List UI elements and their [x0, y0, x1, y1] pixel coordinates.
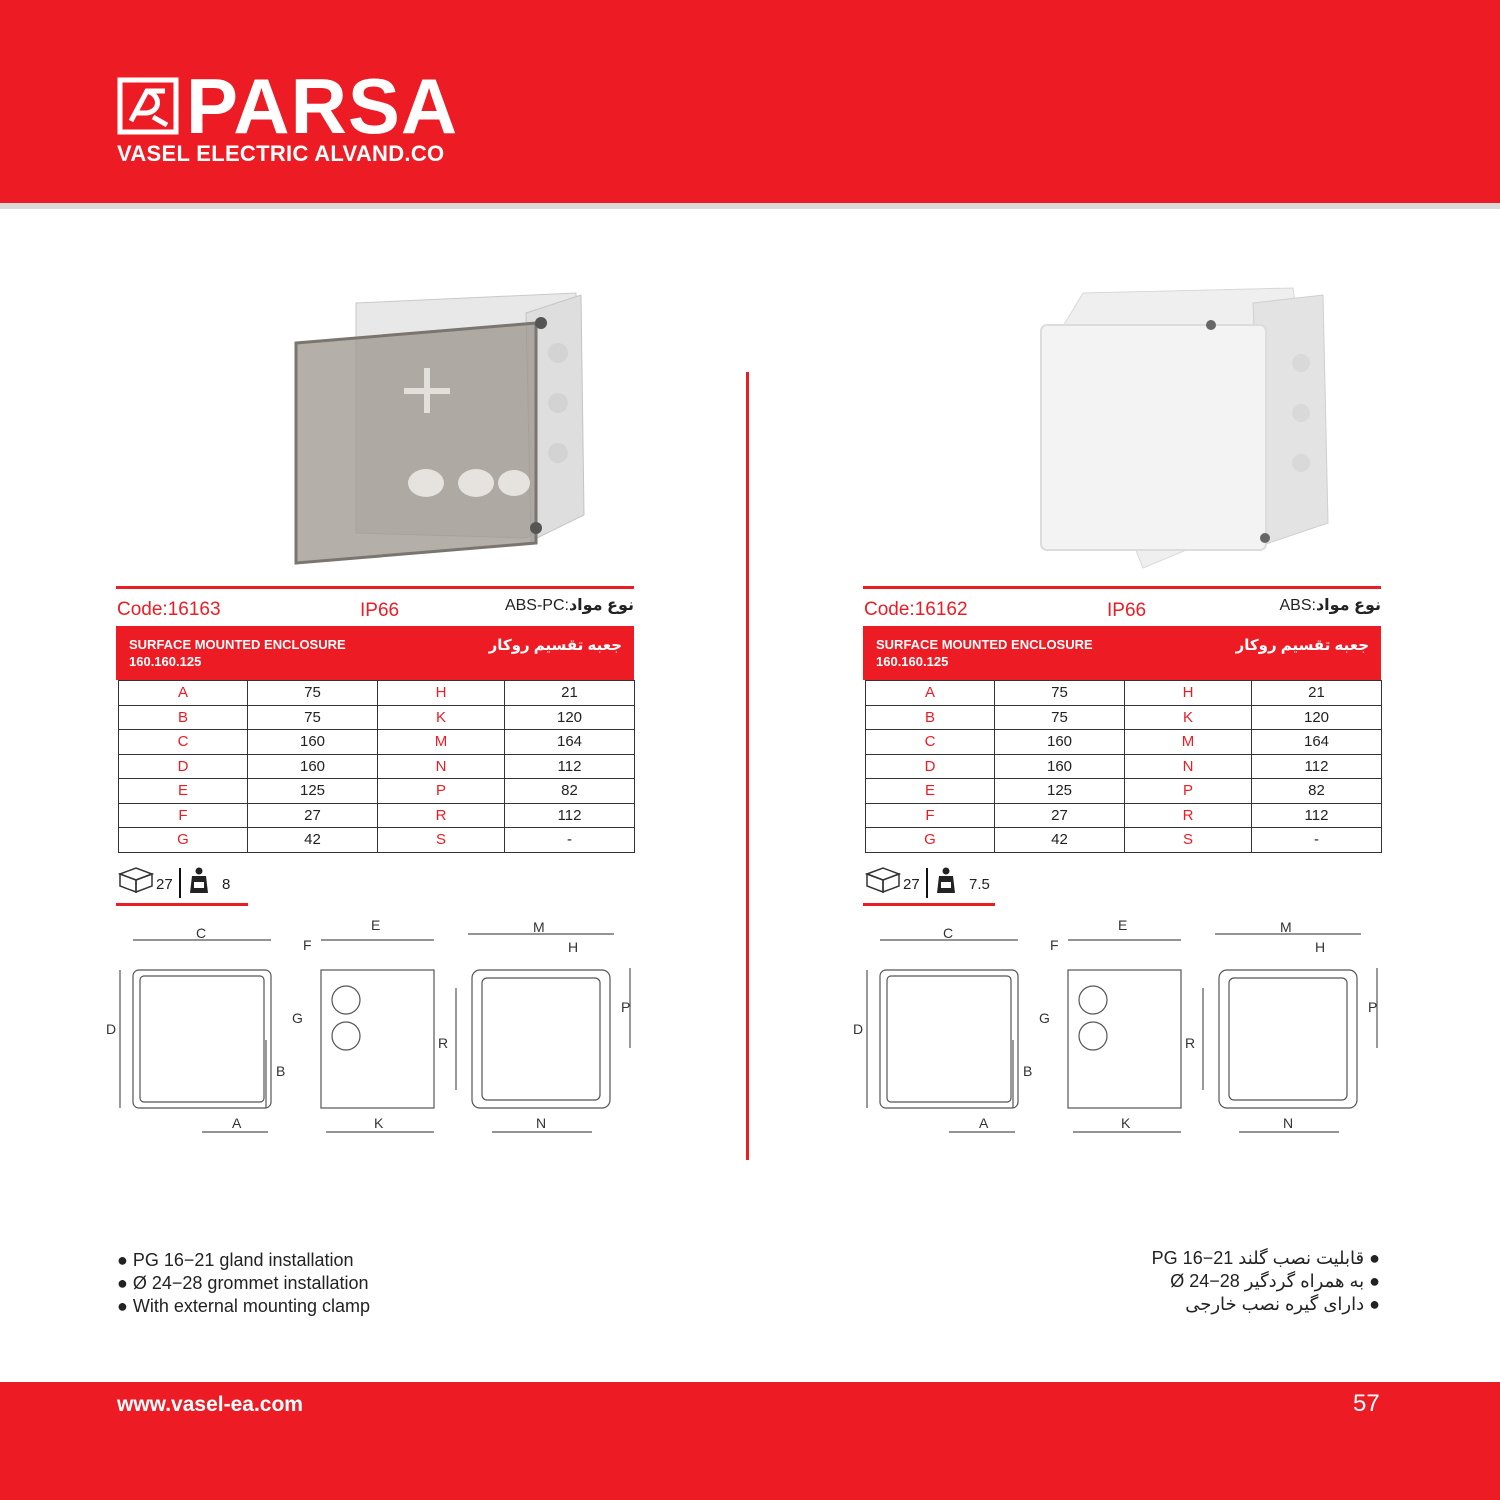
table-row: C 160 M 164 [866, 730, 1382, 755]
website-link[interactable]: www.vasel-ea.com [117, 1393, 303, 1416]
weight-icon [189, 866, 209, 894]
feature-item: ● PG 16−21 gland installation [117, 1250, 354, 1270]
material-label: نوع مواد [568, 597, 634, 614]
material-value: ABS: [1279, 597, 1316, 614]
ip-rating: IP66 [1107, 600, 1147, 621]
svg-text:A: A [979, 1115, 989, 1131]
svg-text:R: R [438, 1035, 449, 1051]
svg-text:H: H [1315, 939, 1326, 955]
box-icon [865, 866, 901, 894]
feature-item: Ø 24−28 به همراه گردگیر ● [1170, 1271, 1380, 1291]
table-row: E 125 P 82 [119, 779, 635, 804]
svg-text:E: E [1118, 917, 1128, 933]
svg-text:C: C [943, 925, 954, 941]
table-row: B 75 K 120 [119, 705, 635, 730]
weight-value: 8 [222, 876, 231, 893]
feature-item: ● Ø 24−28 grommet installation [117, 1273, 369, 1293]
svg-text:B: B [276, 1063, 286, 1079]
svg-text:N: N [1283, 1115, 1294, 1131]
code-top-line [863, 586, 1381, 589]
table-row: B 75 K 120 [866, 705, 1382, 730]
features-persian [1152, 1247, 1380, 1316]
feature-item: ● With external mounting clamp [117, 1296, 370, 1316]
title-english [129, 636, 346, 670]
pack-separator [926, 868, 928, 898]
box-quantity: 27 [903, 876, 920, 893]
code-top-line [116, 586, 634, 589]
material-value: ABS-PC: [504, 597, 569, 614]
ip-rating: IP66 [360, 600, 400, 621]
material-type [1279, 595, 1381, 617]
title-english-line1: SURFACE MOUNTED ENCLOSURE [129, 637, 346, 652]
svg-text:G: G [1039, 1010, 1050, 1026]
svg-text:F: F [1050, 937, 1059, 953]
table-row: F 27 R 112 [866, 803, 1382, 828]
svg-text:P: P [1368, 999, 1378, 1015]
title-persian: جعبه تقسیم روکار [1235, 637, 1369, 654]
svg-text:K: K [374, 1115, 384, 1131]
svg-text:K: K [1121, 1115, 1131, 1131]
table-row: E 125 P 82 [866, 779, 1382, 804]
table-row: F 27 R 112 [119, 803, 635, 828]
technical-drawing [853, 917, 1383, 1140]
title-english-line2: 160.160.125 [129, 654, 202, 669]
dimensions-table [865, 680, 1382, 853]
table-row: C 160 M 164 [119, 730, 635, 755]
table-row: A 75 H 21 [119, 681, 635, 706]
material-label: نوع مواد [1315, 597, 1381, 614]
svg-text:B: B [1023, 1063, 1033, 1079]
svg-text:P: P [621, 999, 631, 1015]
packaging-info [863, 862, 995, 896]
table-row: D 160 N 112 [866, 754, 1382, 779]
product-title-box [863, 626, 1381, 680]
svg-text:D: D [106, 1021, 117, 1037]
svg-text:C: C [196, 925, 207, 941]
material-type [505, 595, 634, 617]
enclosure-photo-opaque [1033, 283, 1333, 578]
brand-tagline: VASEL ELECTRIC ALVAND.CO [117, 141, 445, 166]
svg-text:G: G [292, 1010, 303, 1026]
title-english-line1: SURFACE MOUNTED ENCLOSURE [876, 637, 1093, 652]
table-row: G 42 S - [866, 828, 1382, 853]
table-row: D 160 N 112 [119, 754, 635, 779]
svg-text:M: M [533, 919, 545, 935]
box-icon [118, 866, 154, 894]
packaging-info [116, 862, 248, 896]
title-english [876, 636, 1093, 670]
enclosure-photo-transparent [286, 283, 586, 578]
svg-text:H: H [568, 939, 579, 955]
page-number: 57 [1353, 1390, 1380, 1417]
weight-icon [936, 866, 956, 894]
features-english [117, 1249, 370, 1318]
svg-text:M: M [1280, 919, 1292, 935]
technical-drawing [106, 917, 636, 1140]
title-persian: جعبه تقسیم روکار [488, 637, 622, 654]
pack-separator [179, 868, 181, 898]
svg-text:D: D [853, 1021, 864, 1037]
feature-item: دارای گیره نصب خارجی ● [1185, 1294, 1380, 1314]
svg-text:N: N [536, 1115, 547, 1131]
product-code: Code:16162 [864, 599, 968, 620]
center-divider [746, 372, 749, 1160]
svg-text:A: A [232, 1115, 242, 1131]
brand-name: PARSA [186, 62, 459, 150]
pack-underline [116, 903, 248, 906]
product-card-16162 [853, 0, 1383, 1170]
svg-text:F: F [303, 937, 312, 953]
table-row: G 42 S - [119, 828, 635, 853]
pack-underline [863, 903, 995, 906]
product-code: Code:16163 [117, 599, 221, 620]
feature-item: PG 16−21 قابلیت نصب گلند ● [1151, 1248, 1380, 1268]
product-title-box [116, 626, 634, 680]
title-english-line2: 160.160.125 [876, 654, 949, 669]
weight-value: 7.5 [969, 876, 990, 893]
dimensions-table [118, 680, 635, 853]
svg-text:R: R [1185, 1035, 1196, 1051]
box-quantity: 27 [156, 876, 173, 893]
table-row: A 75 H 21 [866, 681, 1382, 706]
svg-text:E: E [371, 917, 381, 933]
product-card-16163 [106, 0, 636, 1170]
